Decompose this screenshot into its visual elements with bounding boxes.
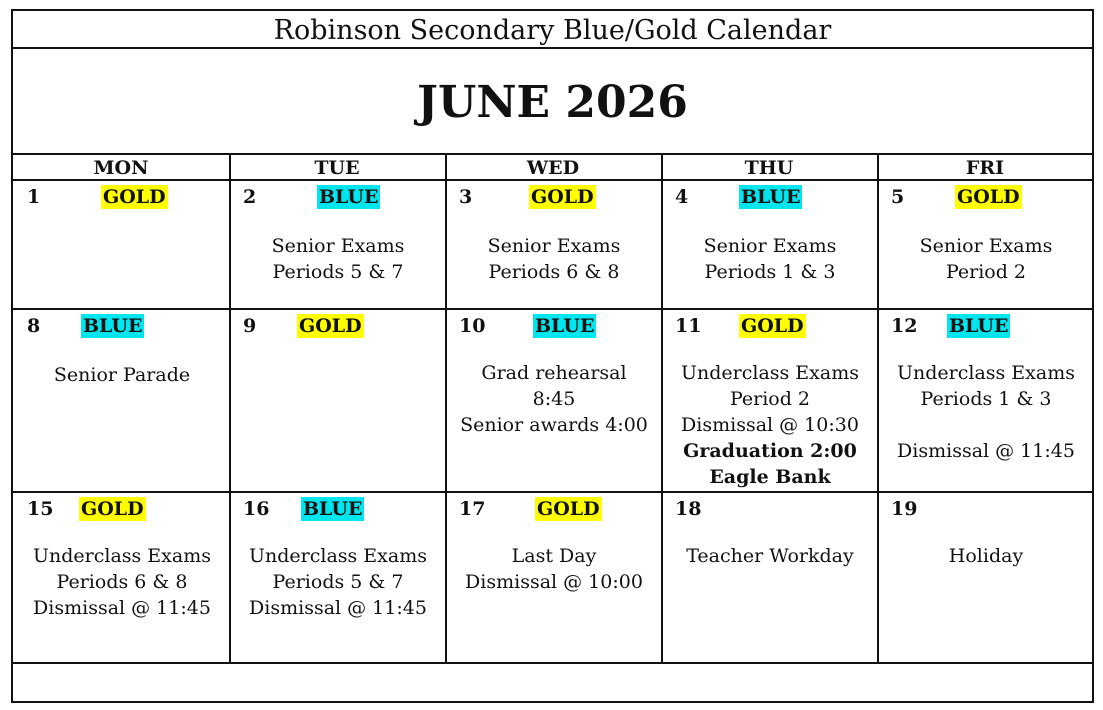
event-line (879, 412, 1093, 438)
event-line: Periods 5 & 7 (272, 571, 404, 593)
day-number: 9 (243, 315, 257, 337)
day-cell (231, 310, 445, 491)
weekday-header: WED (526, 157, 580, 179)
weekday-header: THU (744, 157, 794, 179)
day-events (231, 233, 445, 285)
day-cell (879, 181, 1093, 308)
event-line: Dismissal @ 11:45 (33, 597, 211, 619)
event-line: Senior Exams (919, 235, 1053, 257)
event-line-bold: Eagle Bank (709, 466, 831, 488)
day-events (663, 233, 877, 285)
day-events (879, 233, 1093, 285)
day-number: 17 (459, 498, 486, 520)
event-line-bold: Graduation 2:00 (683, 440, 857, 462)
event-line: Periods 1 & 3 (920, 388, 1052, 410)
day-cell (447, 181, 661, 308)
divider (13, 153, 1092, 155)
event-line: Periods 6 & 8 (488, 261, 620, 283)
day-cell (231, 493, 445, 662)
event-line: Underclass Exams (680, 362, 859, 384)
gold-day-badge: GOLD (741, 315, 804, 337)
day-number: 16 (243, 498, 270, 520)
gold-day-badge: GOLD (537, 498, 600, 520)
event-line: Underclass Exams (248, 545, 427, 567)
event-line: Periods 6 & 8 (56, 571, 188, 593)
event-line: Last Day (511, 545, 597, 567)
event-line: Dismissal @ 11:45 (897, 440, 1075, 462)
day-number: 11 (675, 315, 702, 337)
day-number: 1 (27, 186, 41, 208)
day-number: 15 (27, 498, 54, 520)
weekday-header: FRI (965, 157, 1005, 179)
gold-day-badge: GOLD (81, 498, 144, 520)
event-line: Holiday (948, 545, 1024, 567)
day-events (879, 360, 1093, 464)
day-events (15, 543, 229, 621)
day-events (447, 233, 661, 285)
event-line: 8:45 (532, 388, 576, 410)
weekday-header: MON (93, 157, 149, 179)
day-cell (231, 181, 445, 308)
event-line: Periods 5 & 7 (272, 261, 404, 283)
day-events (663, 543, 877, 569)
day-events (663, 360, 877, 490)
day-cell (15, 310, 229, 491)
event-line: Teacher Workday (686, 545, 854, 567)
day-number: 2 (243, 186, 257, 208)
event-line: Period 2 (945, 261, 1027, 283)
day-number: 3 (459, 186, 473, 208)
day-events (15, 362, 229, 388)
weekday-header: TUE (314, 157, 360, 179)
month-heading: JUNE 2026 (417, 77, 688, 128)
day-cell (447, 310, 661, 491)
blue-day-badge: BLUE (83, 315, 143, 337)
day-cell (15, 181, 229, 308)
blue-day-badge: BLUE (949, 315, 1009, 337)
day-events (447, 360, 661, 438)
day-number: 10 (459, 315, 486, 337)
day-cell (447, 493, 661, 662)
event-line: Senior Parade (53, 364, 191, 386)
event-line: Grad rehearsal (481, 362, 627, 384)
gold-day-badge: GOLD (531, 186, 594, 208)
day-events (447, 543, 661, 595)
day-number: 18 (675, 498, 702, 520)
gold-day-badge: GOLD (957, 186, 1020, 208)
gold-day-badge: GOLD (299, 315, 362, 337)
day-cell (663, 181, 877, 308)
blue-day-badge: BLUE (303, 498, 363, 520)
day-events (231, 543, 445, 621)
event-line: Senior Exams (487, 235, 621, 257)
event-line: Underclass Exams (896, 362, 1075, 384)
day-cell (15, 493, 229, 662)
day-number: 8 (27, 315, 41, 337)
event-line: Period 2 (729, 388, 811, 410)
calendar-table (11, 9, 1094, 703)
event-line: Senior awards 4:00 (460, 414, 648, 436)
day-number: 4 (675, 186, 689, 208)
day-cell (879, 310, 1093, 491)
gold-day-badge: GOLD (103, 186, 166, 208)
day-number: 19 (891, 498, 918, 520)
blue-day-badge: BLUE (319, 186, 379, 208)
event-line: Underclass Exams (32, 545, 211, 567)
divider (13, 47, 1092, 49)
blue-day-badge: BLUE (741, 186, 801, 208)
event-line: Senior Exams (703, 235, 837, 257)
event-line: Dismissal @ 10:00 (465, 571, 643, 593)
day-cell (663, 493, 877, 662)
blue-day-badge: BLUE (535, 315, 595, 337)
day-events (879, 543, 1093, 569)
day-cell (663, 310, 877, 491)
day-number: 5 (891, 186, 905, 208)
day-number: 12 (891, 315, 918, 337)
day-cell (879, 493, 1093, 662)
event-line: Periods 1 & 3 (704, 261, 836, 283)
divider (13, 662, 1092, 664)
event-line: Dismissal @ 11:45 (249, 597, 427, 619)
calendar-title: Robinson Secondary Blue/Gold Calendar (273, 15, 832, 46)
event-line: Dismissal @ 10:30 (681, 414, 859, 436)
event-line: Senior Exams (271, 235, 405, 257)
